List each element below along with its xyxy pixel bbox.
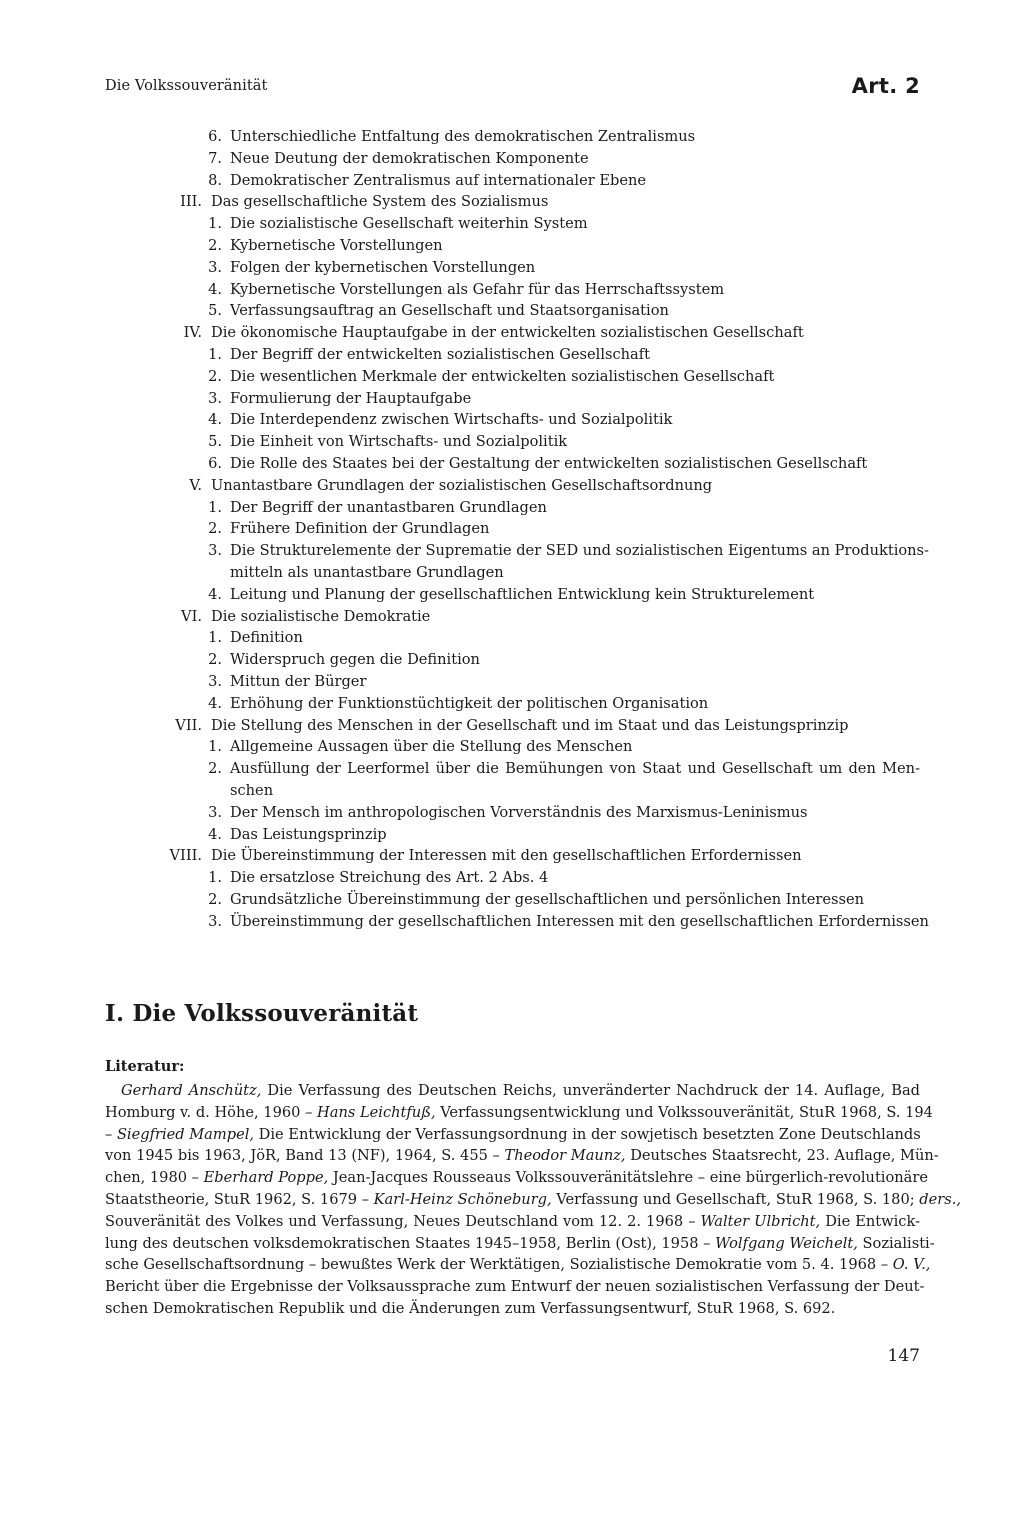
toc-entry (0, 366, 1024, 388)
toc-entry-number: 1. (208, 629, 222, 647)
toc-entry-text: Neue Deutung der demokratischen Komponente (230, 149, 589, 167)
toc-entry (0, 562, 1024, 584)
toc-entry (0, 824, 1024, 846)
literature-line (105, 1211, 920, 1233)
literature-text: Die Verfassung des Deutschen Reichs, unveränderter Nachdruck der 14. Auflage, Bad (261, 1082, 921, 1099)
toc-entry-text: Mittun der Bürger (230, 672, 367, 690)
page-number: 147 (887, 1346, 920, 1366)
toc-entry (0, 475, 1024, 497)
toc-entry (0, 780, 1024, 802)
toc-entry (0, 867, 1024, 889)
literature-line (105, 1080, 920, 1102)
literature-line (105, 1102, 933, 1124)
toc-entry-number: 6. (208, 454, 222, 472)
toc-entry (0, 409, 1024, 431)
literature-text: lung des deutschen volksdemokratischen Staates 1945–1958, Berlin (Ost), 1958 – (105, 1234, 716, 1252)
toc-entry-number: 3. (208, 389, 222, 407)
toc-entry-text: Die Strukturelemente der Suprematie der SED und sozialistischen Eigentums an Produktions- (230, 542, 929, 560)
toc-entry-text: Die Einheit von Wirtschafts- und Sozialpolitik (230, 433, 568, 451)
toc-entry-number: 5. (208, 302, 222, 320)
toc-entry (0, 388, 1024, 410)
toc-entry-text: Ausfüllung der Leerformel über die Bemühungen von Staat und Gesellschaft um den Men- (230, 760, 920, 778)
toc-entry (0, 322, 1024, 344)
toc-entry (0, 911, 1024, 933)
toc-entry-text: Die Rolle des Staates bei der Gestaltung der entwickelten sozialistischen Gesellschaft (230, 454, 868, 472)
toc-entry (0, 540, 1024, 562)
toc-entry (0, 518, 1024, 540)
literature-author: Walter Ulbricht, (700, 1212, 821, 1230)
toc-entry (0, 606, 1024, 628)
toc-entry-text: Der Begriff der entwickelten sozialistischen Gesellschaft (230, 345, 651, 363)
toc-entry-number: 2. (208, 890, 222, 908)
toc-entry (0, 715, 1024, 737)
toc-entry (0, 845, 1024, 867)
toc-entry (0, 497, 1024, 519)
toc-entry-text: mitteln als unantastbare Grundlagen (230, 563, 504, 581)
literature-author: Hans Leichtfuß, (317, 1103, 436, 1121)
literature-author: Karl-Heinz Schöneburg, (373, 1190, 552, 1208)
literature-text: Verfassungsentwicklung und Volkssouveränität, StuR 1968, S. 194 (435, 1103, 933, 1121)
toc-entry-number: 3. (208, 803, 222, 821)
toc-entry (0, 889, 1024, 911)
toc-entry-text: Grundsätzliche Übereinstimmung der gesellschaftlichen und persönlichen Interessen (230, 890, 865, 908)
toc-entry-number: 2. (208, 520, 222, 538)
toc-entry-number: 3. (208, 258, 222, 276)
toc-entry-number: 2. (208, 367, 222, 385)
literature-line (105, 1233, 935, 1255)
toc-entry (0, 257, 1024, 279)
toc-entry-text: Das Leistungsprinzip (230, 825, 387, 843)
toc-entry-number: VI. (181, 607, 202, 625)
literature-text: – (105, 1125, 117, 1143)
toc-entry (0, 453, 1024, 475)
toc-entry (0, 279, 1024, 301)
toc-entry-number: 4. (208, 694, 222, 712)
literature-text: chen, 1980 – (105, 1169, 204, 1187)
toc-entry-number: 4. (208, 585, 222, 603)
literature-line (105, 1167, 928, 1189)
literature-text: Die Entwick- (820, 1212, 921, 1230)
toc-entry-number: 1. (208, 738, 222, 756)
toc-entry-text: Frühere Definition der Grundlagen (230, 520, 490, 538)
literature-text: Die Entwicklung der Verfassungsordnung in der sowjetisch besetzten Zone Deutschlands (254, 1125, 921, 1143)
toc-entry-text: Demokratischer Zentralismus auf internationaler Ebene (230, 171, 647, 189)
toc-entry (0, 584, 1024, 606)
toc-entry (0, 126, 1024, 148)
literature-text: Verfassung und Gesellschaft, StuR 1968, S. 180; (551, 1190, 920, 1208)
toc-entry-text: Kybernetische Vorstellungen als Gefahr für das Herrschaftssystem (230, 280, 725, 298)
toc-entry-number: 4. (208, 280, 222, 298)
literature-body (105, 1080, 962, 1320)
article-label: Art. 2 (851, 74, 920, 98)
toc-entry (0, 758, 1024, 780)
toc-entry-number: 6. (208, 128, 222, 145)
toc-entry (0, 300, 1024, 322)
toc-entry (0, 235, 1024, 257)
toc-entry (0, 627, 1024, 649)
toc-entry-number: 3. (208, 542, 222, 560)
toc-entry-number: 4. (208, 825, 222, 843)
toc-entry-number: 7. (208, 149, 222, 167)
toc-entry-number: 2. (208, 651, 222, 669)
toc-entry-number: 3. (208, 912, 222, 930)
literature-author: ders., (919, 1190, 962, 1208)
literature-text: sche Gesellschaftsordnung – bewußtes Werk der Werktätigen, Sozialistische Demokratie vom 5. 4. 1968 – (105, 1256, 893, 1274)
literature-text: Staatstheorie, StuR 1962, S. 1679 – (105, 1190, 374, 1208)
toc-entry-number: 3. (208, 672, 222, 690)
literature-text: von 1945 bis 1963, JöR, Band 13 (NF), 1964, S. 455 – (105, 1147, 505, 1165)
toc-entry-text: Formulierung der Hauptaufgabe (230, 389, 472, 407)
toc-entry-number: 1. (208, 215, 222, 233)
toc-entry-text: Unterschiedliche Entfaltung des demokratischen Zentralismus (230, 128, 696, 145)
toc-entry-text: Widerspruch gegen die Definition (230, 651, 480, 669)
literature-text: Jean-Jacques Rousseaus Volkssouveränitätslehre – eine bürgerlich-revolutionäre (328, 1169, 928, 1187)
toc-entry (0, 431, 1024, 453)
literature-text: Bericht über die Ergebnisse der Volksaussprache zum Entwurf der neuen sozialistischen Verfassung der Deut- (105, 1278, 925, 1296)
toc-entry-text: Die Übereinstimmung der Interessen mit den gesellschaftlichen Erfordernissen (211, 847, 802, 865)
literature-author: Eberhard Poppe, (203, 1169, 329, 1187)
toc-entry (0, 671, 1024, 693)
toc-entry-text: Leitung und Planung der gesellschaftlichen Entwicklung kein Strukturelement (230, 585, 815, 603)
toc-entry-number: 1. (208, 869, 222, 887)
literature-line (105, 1189, 962, 1211)
toc-entry (0, 802, 1024, 824)
toc-entry-text: Unantastbare Grundlagen der sozialistischen Gesellschaftsordnung (211, 476, 713, 494)
toc-entry (0, 736, 1024, 758)
toc-entry-text: Die Interdependenz zwischen Wirtschafts- und Sozialpolitik (230, 411, 673, 429)
toc-entry (0, 148, 1024, 170)
toc-entry (0, 170, 1024, 192)
toc-entry-number: III. (180, 193, 202, 211)
literature-line (105, 1124, 920, 1146)
toc-entry-text: Kybernetische Vorstellungen (230, 236, 443, 254)
toc-entry-number: 5. (208, 433, 222, 451)
literature-line (105, 1276, 925, 1298)
toc-entry-text: schen (230, 781, 274, 799)
toc-entry-number: 4. (208, 411, 222, 429)
toc-entry-number: VII. (175, 716, 202, 734)
toc-entry-number: 1. (208, 498, 222, 516)
toc-entry-number: 8. (208, 171, 222, 189)
toc-entry-text: Definition (230, 629, 303, 647)
literature-text: Deutsches Staatsrecht, 23. Auflage, Mün- (625, 1147, 939, 1165)
literature-author: Gerhard Anschütz, (121, 1082, 262, 1099)
literature-text: schen Demokratischen Republik und die Änderungen zum Verfassungsentwurf, StuR 1968, S. 692. (105, 1299, 836, 1317)
toc-entry-text: Allgemeine Aussagen über die Stellung des Menschen (230, 738, 633, 756)
toc-entry-text: Übereinstimmung der gesellschaftlichen Interessen mit den gesellschaftlichen Erfordernissen (230, 912, 929, 930)
literature-text: Homburg v. d. Höhe, 1960 – (105, 1103, 318, 1121)
table-of-contents (0, 126, 1024, 932)
toc-entry (0, 191, 1024, 213)
toc-entry-text: Die ersatzlose Streichung des Art. 2 Abs. 4 (230, 869, 549, 887)
literature-line (105, 1298, 920, 1320)
toc-entry-text: Die sozialistische Gesellschaft weiterhin System (230, 215, 588, 233)
section-heading: I. Die Volkssouveränität (105, 1000, 419, 1027)
toc-entry-text: Erhöhung der Funktionstüchtigkeit der politischen Organisation (230, 694, 709, 712)
toc-entry-number: VIII. (169, 847, 202, 865)
literature-text: Souveränität des Volkes und Verfassung, Neues Deutschland vom 12. 2. 1968 – (105, 1212, 701, 1230)
toc-entry-number: 1. (208, 345, 222, 363)
literature-line (105, 1254, 931, 1276)
toc-entry-text: Verfassungsauftrag an Gesellschaft und Staatsorganisation (230, 302, 669, 320)
literature-line (105, 1145, 939, 1167)
toc-entry-number: V. (189, 476, 202, 494)
toc-entry (0, 693, 1024, 715)
literature-text: Sozialisti- (857, 1234, 935, 1252)
toc-entry-number: IV. (183, 324, 202, 342)
literature-author: Wolfgang Weichelt, (715, 1234, 858, 1252)
toc-entry-text: Folgen der kybernetischen Vorstellungen (230, 258, 536, 276)
toc-entry-text: Die Stellung des Menschen in der Gesellschaft und im Staat und das Leistungsprinzip (211, 716, 849, 734)
toc-entry (0, 344, 1024, 366)
literature-heading: Literatur: (105, 1058, 185, 1075)
running-head: Die Volkssouveränität (105, 78, 268, 94)
literature-author: Siegfried Mampel, (116, 1125, 255, 1143)
toc-entry-text: Die sozialistische Demokratie (211, 607, 431, 625)
toc-entry-text: Die wesentlichen Merkmale der entwickelten sozialistischen Gesellschaft (230, 367, 775, 385)
toc-entry-number: 2. (208, 236, 222, 254)
toc-entry (0, 213, 1024, 235)
literature-author: O. V., (892, 1256, 931, 1274)
toc-entry-text: Die ökonomische Hauptaufgabe in der entwickelten sozialistischen Gesellschaft (211, 324, 804, 342)
toc-entry (0, 649, 1024, 671)
literature-author: Theodor Maunz, (504, 1147, 626, 1165)
toc-entry-text: Das gesellschaftliche System des Sozialismus (211, 193, 549, 211)
toc-entry-text: Der Mensch im anthropologischen Vorverständnis des Marxismus-Leninismus (230, 803, 808, 821)
toc-entry-text: Der Begriff der unantastbaren Grundlagen (230, 498, 547, 516)
toc-entry-number: 2. (208, 760, 222, 778)
